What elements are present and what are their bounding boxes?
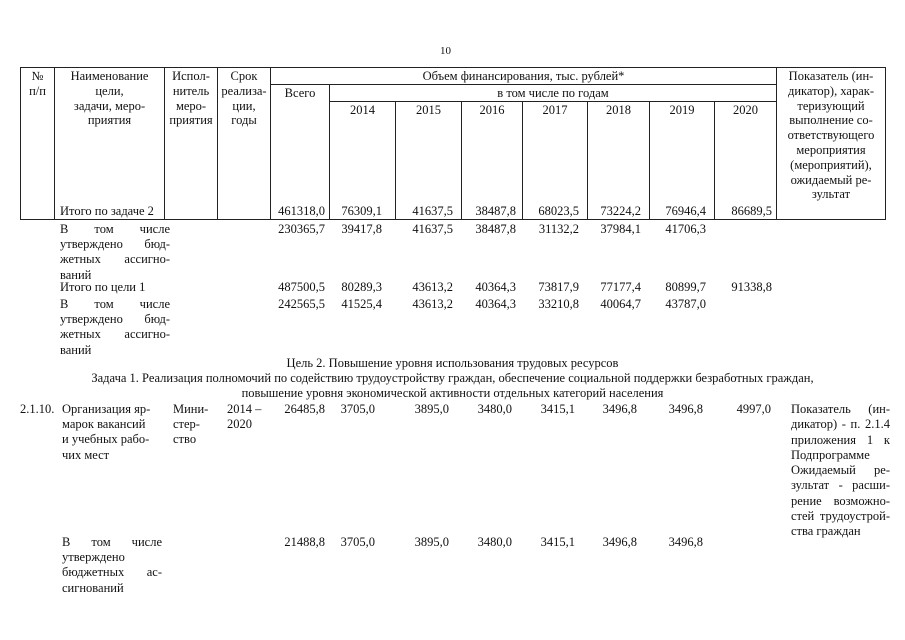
value-cell: 41706,3 <box>665 222 706 236</box>
value-cell: 40064,7 <box>600 297 641 311</box>
value-cell: 73224,2 <box>600 204 641 218</box>
header-total: Всего <box>271 84 330 219</box>
value-cell: 73817,9 <box>538 280 579 294</box>
value-cell: 43613,2 <box>412 297 453 311</box>
value-cell: 3705,0 <box>340 535 375 549</box>
header-indicator: Показатель (ин- дикатор), харак- теризующий выполнение со- ответствующего мероприятия (мероприятий), ожидаемый ре- зультат <box>777 68 886 220</box>
goal-2-title: Цель 2. Повышение уровня использования трудовых ресурсов <box>286 356 619 370</box>
row-label-budget: В том числе утверждено бюджетных ас-сигнований <box>62 535 162 595</box>
value-cell: 41637,5 <box>412 204 453 218</box>
value-cell: 3705,0 <box>340 402 375 416</box>
header-year: 2020 <box>715 101 777 219</box>
value-cell: 33210,8 <box>538 297 579 311</box>
value-cell: 3895,0 <box>414 402 449 416</box>
value-cell: 3480,0 <box>477 535 512 549</box>
value-cell: 41525,4 <box>341 297 382 311</box>
value-cell: 68023,5 <box>538 204 579 218</box>
item-executor: Мини- стер- ство <box>173 402 209 447</box>
item-indicator: Показатель (ин-дикатор) - п. 2.1.4 приложения 1 к Подпрограмме Ожидаемый ре-зультат - расши-рение возможно-стей трудоустрой-ства граждан <box>791 402 890 539</box>
value-cell: 38487,8 <box>475 222 516 236</box>
value-cell: 39417,8 <box>341 222 382 236</box>
value-cell: 31132,2 <box>538 222 579 236</box>
header-executor: Испол- нитель меро- приятия <box>165 68 218 220</box>
header-year: 2018 <box>588 101 650 219</box>
value-cell: 80289,3 <box>341 280 382 294</box>
value-cell: 3496,8 <box>668 402 703 416</box>
value-cell: 461318,0 <box>278 204 325 218</box>
table-header <box>20 67 886 220</box>
value-cell: 3480,0 <box>477 402 512 416</box>
value-cell: 38487,8 <box>475 204 516 218</box>
header-name: Наименование цели, задачи, меро- приятия <box>55 68 165 220</box>
value-cell: 21488,8 <box>284 535 325 549</box>
value-cell: 80899,7 <box>665 280 706 294</box>
item-term: 2014 – 2020 <box>227 402 262 432</box>
header-year: 2015 <box>396 101 462 219</box>
value-cell: 487500,5 <box>278 280 325 294</box>
value-cell: 40364,3 <box>475 280 516 294</box>
value-cell: 4997,0 <box>736 402 771 416</box>
value-cell: 230365,7 <box>278 222 325 236</box>
value-cell: 3496,8 <box>602 402 637 416</box>
value-cell: 3415,1 <box>540 402 575 416</box>
value-cell: 3415,1 <box>540 535 575 549</box>
header-year: 2019 <box>650 101 715 219</box>
task-1-title-line2: повышение уровня экономической активности отдельных категорий населения <box>241 386 664 400</box>
task-1-title-line1: Задача 1. Реализация полномочий по содействию трудоустройству граждан, обеспечение социальной поддержки безработных граждан, <box>91 371 814 385</box>
row-label-budget: В том числе утверждено бюд-жетных ассигно-ваний <box>60 297 170 357</box>
page-number: 10 <box>440 45 451 57</box>
value-cell: 3496,8 <box>602 535 637 549</box>
item-name: Организация яр- марок вакансий и учебных рабо- чих мест <box>62 402 151 462</box>
value-cell: 43787,0 <box>665 297 706 311</box>
item-number: 2.1.10. <box>20 402 55 416</box>
value-cell: 76309,1 <box>341 204 382 218</box>
header-years-group: в том числе по годам <box>330 84 777 101</box>
value-cell: 40364,3 <box>475 297 516 311</box>
value-cell: 3496,8 <box>668 535 703 549</box>
header-term: Срок реализа- ции, годы <box>218 68 271 220</box>
value-cell: 37984,1 <box>600 222 641 236</box>
header-year: 2016 <box>462 101 523 219</box>
row-label-budget: В том числе утверждено бюд-жетных ассигно-ваний <box>60 222 170 282</box>
value-cell: 41637,5 <box>412 222 453 236</box>
value-cell: 86689,5 <box>731 204 772 218</box>
header-number: № п/п <box>21 68 55 220</box>
header-year: 2014 <box>330 101 396 219</box>
header-year: 2017 <box>523 101 588 219</box>
value-cell: 77177,4 <box>600 280 641 294</box>
row-label-goal1-total: Итого по цели 1 <box>60 280 146 294</box>
value-cell: 26485,8 <box>284 402 325 416</box>
row-label-task2-total: Итого по задаче 2 <box>60 204 154 218</box>
value-cell: 242565,5 <box>278 297 325 311</box>
value-cell: 91338,8 <box>731 280 772 294</box>
value-cell: 3895,0 <box>414 535 449 549</box>
value-cell: 43613,2 <box>412 280 453 294</box>
header-funding: Объем финансирования, тыс. рублей* <box>271 68 777 85</box>
value-cell: 76946,4 <box>665 204 706 218</box>
